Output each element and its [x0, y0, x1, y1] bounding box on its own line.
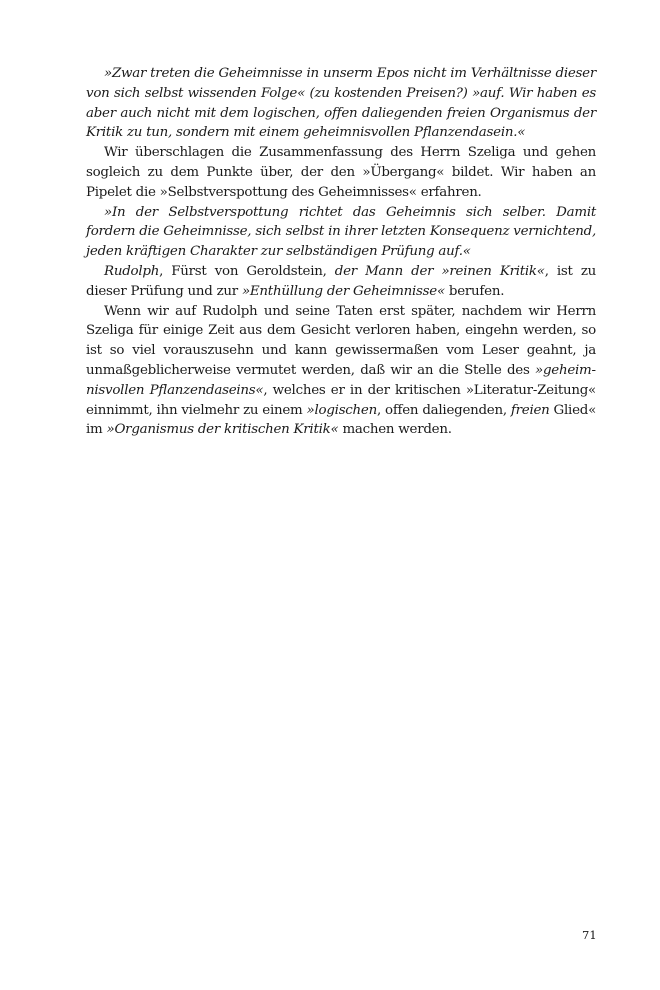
- p5-span-9: machen werden.: [338, 422, 452, 438]
- p4-span-6: berufen.: [444, 283, 505, 299]
- p5-span-5: , offen daliegenden,: [376, 402, 511, 418]
- p4-span-4: , ist zu dieser Prüfung und zur: [86, 263, 596, 299]
- p5-span-6: freien: [510, 402, 550, 418]
- quote-paragraph-3: »In der Selbstverspottung richtet das Geheimnis sich selber. Damit fordern die Geheimnisse, sich selbst in ihrer letzten Konsequenz vernichtend, jeden kräftigen Charakter zur selbständigen Prüfung auf.«: [86, 204, 596, 260]
- p4-span-5: »Enthüllung der Geheimnisse«: [241, 283, 445, 299]
- p5-span-7: Glied« im: [86, 402, 597, 438]
- p4-span-2: , Fürst von Geroldstein,: [159, 263, 335, 279]
- p5-span-8: »Organismus der kritischen Kritik«: [106, 422, 339, 438]
- p5-span-3: , welches er in der kritischen »Literatur-Zeitung« einnimmt, ihn vielmehr zu einem: [86, 382, 597, 418]
- p5-span-1: Wenn wir auf Rudolph und seine Taten erst später, nachdem wir Herrn Szeliga für einige Zeit aus dem Gesicht verloren haben, eingehn werden, so ist so viel vorauszusehn und kann gewissermaßen vom Leser geahnt, ja unmaßgeblicherweise vermutet werden, daß wir an die Stelle des: [86, 303, 596, 378]
- body-paragraph-4: [86, 262, 596, 302]
- p5-span-2: »geheimnisvollen Pflanzendaseins«: [86, 362, 596, 398]
- p4-span-1: Rudolph: [104, 263, 160, 279]
- body-paragraph-2: Wir überschlagen die Zusammenfassung des Herrn Szeliga und gehen sogleich zu dem Punkte über, der den »Übergang« bildet. Wir haben an Pipelet die »Selbstverspottung des Geheimnisses« erfahren.: [86, 145, 596, 200]
- book-page-body: [86, 64, 596, 440]
- p4-span-3: der Mann der »reinen Kritik«: [334, 263, 545, 279]
- body-paragraph-5: [86, 302, 596, 441]
- quote-paragraph-1: »Zwar treten die Geheimnisse in unserm Epos nicht im Verhältnisse dieser von sich selbst wissenden Folge« (zu kostenden Preisen?) »auf. Wir haben es aber auch nicht mit dem logischen, offen daliegenden freien Organismus der Kritik zu tun, sondern mit einem geheimnisvollen Pflanzendasein.«: [86, 66, 596, 141]
- p5-span-4: »logischen: [306, 402, 377, 418]
- page-number: 71: [582, 928, 597, 942]
